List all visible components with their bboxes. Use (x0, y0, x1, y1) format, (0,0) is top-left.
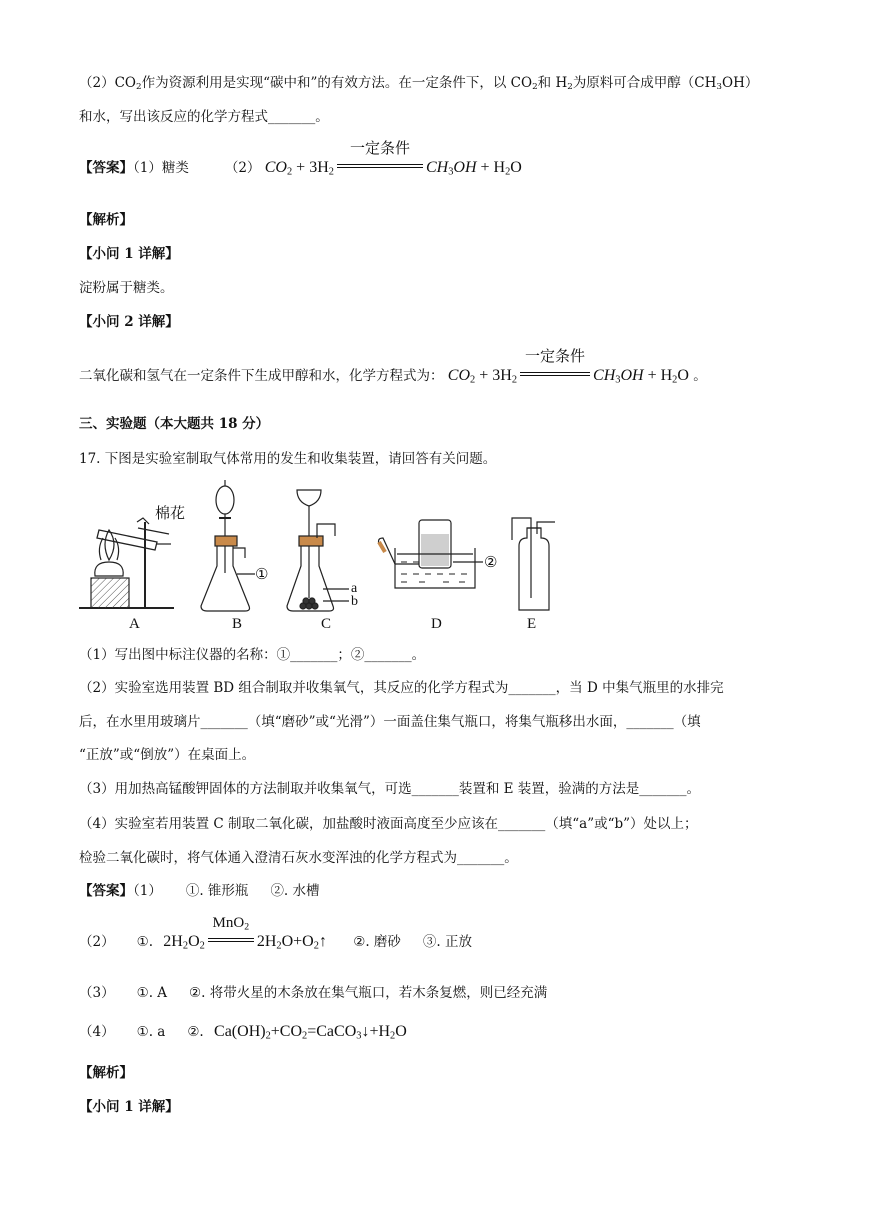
apparatus-b (201, 480, 250, 611)
label-a: a (351, 581, 358, 596)
q17-analysis-label: 【解析】 (79, 1065, 133, 1081)
q17-q2-line3: “正放”或“倒放”）在桌面上。 (79, 747, 256, 763)
q16-answer: 【答案】（1）糖类 （2） $CO_2 + 3H_2$ 一定条件 $CH_3OH + H_2O$ (79, 141, 522, 178)
q17-sub1-label: 【小问 1 详解】 (79, 1099, 179, 1115)
label-1: ① (255, 567, 269, 583)
caption-a: A (129, 616, 140, 632)
q17-equation-o2: $2H_2O_2$ MnO$_2$ $2H_2O+O_2↑$ (163, 915, 327, 952)
apparatus-a (79, 518, 174, 608)
q17-q3: （3）用加热高锰酸钾固体的方法制取并收集氧气，可选_______装置和 E 装置，验满的方法是_______。 (79, 781, 701, 797)
q16-equation-analysis: $CO_2 + 3H_2$ 一定条件 $CH_3OH + H_2O$ (447, 349, 689, 386)
q17-equation-co2: $Ca(OH)_2+CO_2=CaCO_3↓+H_2O$ (214, 1023, 407, 1042)
q17-answer-2: （2） ①. $2H_2O_2$ MnO$_2$ $2H_2O+O_2↑$ ②. 磨砂 ③. 正放 (79, 915, 473, 952)
q17-answer-3: （3） ①. A ②. 将带火星的木条放在集气瓶口，若木条复燃，则已经充满 (79, 985, 548, 1001)
q16-sub1-text: 淀粉属于糖类。 (79, 280, 174, 296)
apparatus-d (379, 520, 484, 588)
section3-title: 三、实验题（本大题共 18 分） (79, 416, 270, 432)
q16-analysis-label: 【解析】 (79, 212, 133, 228)
q16-equation-answer: $CO_2 + 3H_2$ 一定条件 $CH_3OH + H_2O$ (264, 141, 522, 178)
label-b: b (351, 594, 358, 609)
q17-q2-line2: 后，在水里用玻璃片_______（填“磨砂”或“光滑”）一面盖住集气瓶口，将集气瓶移出水面，_______（填 (79, 714, 701, 730)
q16-sub1-label: 【小问 1 详解】 (79, 246, 179, 262)
q17-stem: 17. 下图是实验室制取气体常用的发生和收集装置，请回答有关问题。 (79, 451, 497, 467)
apparatus-c (287, 490, 349, 611)
q16-part2-line1: $(2)CO_2$作为资源利用是实现“碳中和”的有效方法。在一定条件下，以 $CO_2$和 $H_2$为原料可合成甲醇$(CH_3OH)$ (79, 75, 759, 93)
q17-q1: （1）写出图中标注仪器的名称：①_______；②_______。 (79, 647, 426, 663)
label-2: ② (484, 555, 498, 571)
caption-e: E (527, 616, 537, 632)
apparatus-figure (79, 478, 559, 633)
caption-c: C (321, 616, 332, 632)
q16-sub2-text: 二氧化碳和氢气在一定条件下生成甲醇和水，化学方程式为： $CO_2 + 3H_2$ 一定条件 $CH_3OH + H_2O$ 。 (79, 349, 707, 386)
q17-q4-line1: （4）实验室若用装置 C 制取二氧化碳，加盐酸时液面高度至少应该在_______（填“a”或“b”）处以上； (79, 816, 698, 832)
q17-answer-1: 【答案】（1） ①. 锥形瓶 ②. 水槽 (79, 883, 320, 899)
q17-q2-line1: （2）实验室选用装置 BD 组合制取并收集氧气，其反应的化学方程式为_______，当 D 中集气瓶里的水排完 (79, 680, 724, 696)
label-cotton: 棉花 (155, 506, 186, 522)
caption-b: B (232, 616, 243, 632)
caption-d: D (431, 616, 442, 632)
q17-answer-4: （4） ①. a ②. $Ca(OH)_2+CO_2=CaCO_3↓+H_2O$ (79, 1023, 407, 1042)
q16-sub2-label: 【小问 2 详解】 (79, 314, 179, 330)
q17-q4-line2: 检验二氧化碳时，将气体通入澄清石灰水变浑浊的化学方程式为_______。 (79, 850, 518, 866)
apparatus-e (512, 518, 555, 610)
q16-part2-line2: 和水，写出该反应的化学方程式_______。 (79, 109, 329, 125)
